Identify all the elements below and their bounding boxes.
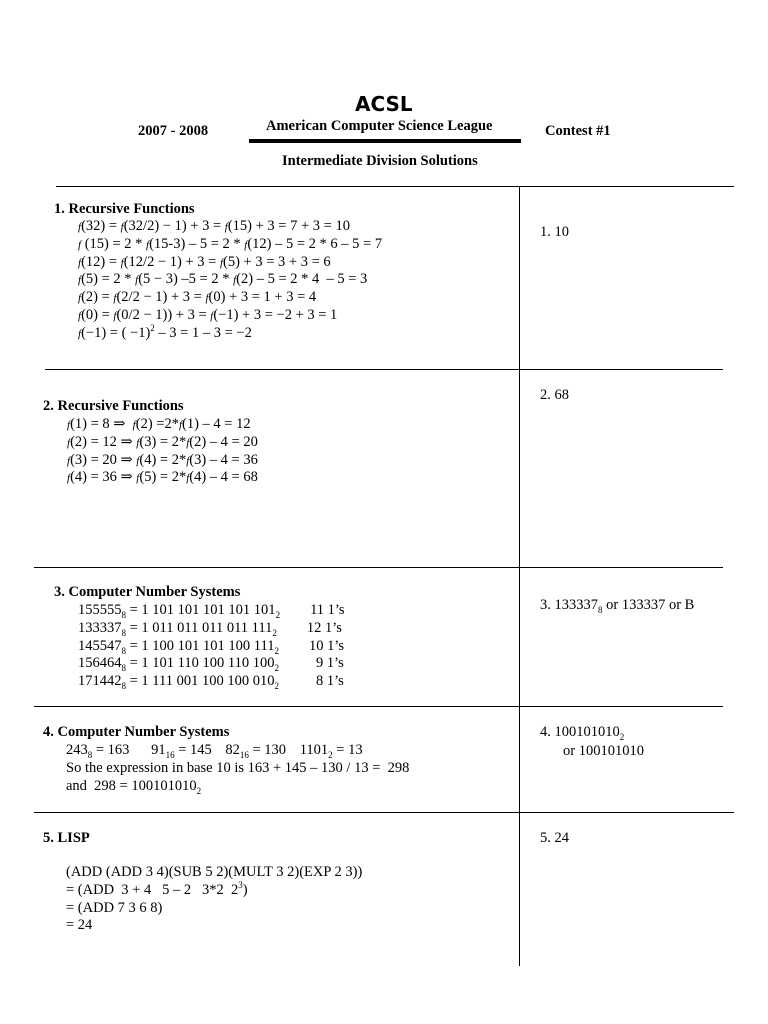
solution-line: f(4) = 36 ⇒ f(5) = 2*f(4) – 4 = 68: [67, 469, 258, 486]
solution-line: $133337_8 = 1$ 011 011 011 011 $111_2$ 12 1’s: [78, 619, 342, 638]
problem-2-heading: 2. Recursive Functions: [43, 398, 184, 414]
solution-line: = (ADD 3 + 4 5 – 2 3*2 $2^3$): [66, 879, 248, 898]
solution-line: f(3) = 20 ⇒ f(4) = 2*f(3) – 4 = 36: [67, 451, 258, 468]
solution-line: (ADD (ADD 3 4)(SUB 5 2)(MULT 3 2)(EXP 2 3)): [66, 864, 363, 880]
page-title: ACSL: [355, 92, 413, 116]
solution-line: $155555_8 = 1$ 101 101 101 101 $101_2$ 11 1’s: [78, 602, 345, 620]
problem-5-answer: 5. 24: [540, 830, 569, 846]
solution-line: f(2) = 12 ⇒ f(3) = 2*f(2) – 4 = 20: [67, 433, 258, 450]
solution-line: = (ADD 7 3 6 8): [66, 899, 163, 916]
problem-2-solution: [67, 416, 258, 487]
divider-top: [56, 186, 734, 187]
problem-4-solution: [66, 742, 409, 795]
solution-line: f (15) = 2 * f(15-3) – 5 = 2 * f(12) – 5 = 2 * 6 – 5 = 7: [78, 235, 383, 252]
divider-4: [34, 812, 734, 813]
solution-line: = 24: [66, 917, 93, 934]
solution-line: $156464_8 = 1$ 101 110 100 110 $100_2$ 9 1’s: [78, 655, 344, 674]
column-divider: [519, 186, 520, 966]
solution-line: So the expression in base 10 is 163 + 145 – 130 / 13 = 298: [66, 759, 410, 776]
problem-4-answer: 4. $100101010_2$: [540, 724, 625, 742]
solution-line: f(12) = f(12/2 − 1) + 3 = f(5) + 3 = 3 + 3 = 6: [78, 253, 331, 270]
problem-1-heading: 1. Recursive Functions: [54, 201, 195, 217]
contest-label: Contest #1: [545, 123, 611, 139]
solution-line: f(0) = f(0/2 − 1)) + 3 = f(−1) + 3 = −2 + 3 = 1: [78, 306, 338, 323]
header-rule: [249, 139, 521, 143]
problem-3-heading: 3. Computer Number Systems: [54, 584, 241, 600]
problem-1-answer: 1. 10: [540, 224, 569, 240]
divider-1: [45, 369, 723, 370]
solution-line: $145547_8 = 1$ 100 101 101 100 $111_2$ 10 1’s: [78, 637, 345, 656]
problem-4-answer-alt: or 100101010: [563, 743, 644, 759]
problem-4-heading: 4. Computer Number Systems: [43, 724, 230, 740]
division-label: Intermediate Division Solutions: [282, 153, 478, 169]
problem-3-answer: 3. $133337_8$ or 133337 or B: [540, 597, 695, 615]
problem-1-solution: [78, 218, 382, 343]
problem-5-heading: 5. LISP: [43, 830, 90, 846]
org-name: American Computer Science League: [266, 118, 493, 134]
solution-line: and $298 = 100101010_2$: [66, 777, 202, 796]
solution-line: f(−1) = ( −1)$^2$ – 3 = 1 – 3 = −2: [78, 322, 252, 341]
problem-5-solution: [66, 864, 362, 935]
solution-line: $243_8 = 163$ $91_{16} = 145$ $82_{16} = 130$ $1101_2 = 13$: [66, 742, 363, 760]
solution-line: f(5) = 2 * f(5 − 3) –5 = 2 * f(2) – 5 = 2 * 4 – 5 = 3: [78, 271, 368, 288]
problem-3-solution: [78, 602, 345, 691]
divider-3: [34, 706, 723, 707]
solution-line: f(1) = 8 ⇒ f(2) =2*f(1) – 4 = 12: [67, 416, 251, 432]
solution-line: f(2) = f(2/2 − 1) + 3 = f(0) + 3 = 1 + 3 = 4: [78, 289, 317, 306]
solution-line: f(32) = f(32/2) − 1) + 3 = f(15) + 3 = 7 + 3 = 10: [78, 218, 350, 234]
divider-2: [34, 567, 723, 568]
year-label: 2007 - 2008: [138, 123, 209, 139]
problem-2-answer: 2. 68: [540, 387, 569, 403]
solution-line: $171442_8 = 1$ 111 001 100 100 $010_2$ 8 1’s: [78, 673, 344, 692]
